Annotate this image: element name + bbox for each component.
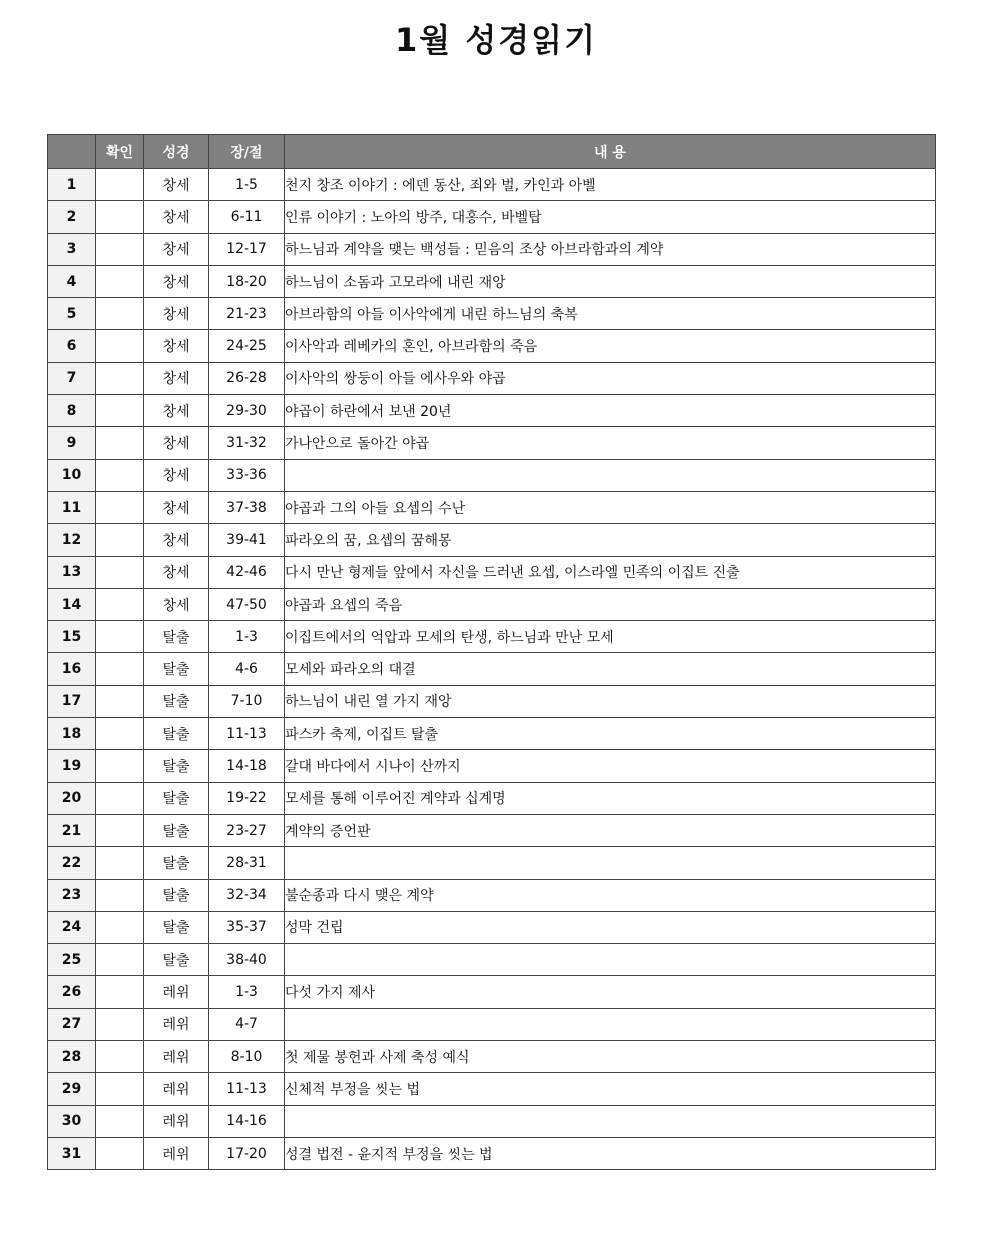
check-cell[interactable] xyxy=(96,201,144,233)
book-name: 창세 xyxy=(144,556,209,588)
check-cell[interactable] xyxy=(96,1105,144,1137)
reading-content: 인류 이야기 : 노아의 방주, 대홍수, 바벨탑 xyxy=(285,201,936,233)
header-book: 성경 xyxy=(144,135,209,169)
check-cell[interactable] xyxy=(96,459,144,491)
table-row xyxy=(48,685,936,717)
book-name: 레위 xyxy=(144,1105,209,1137)
reading-content: 모세와 파라오의 대결 xyxy=(285,653,936,685)
day-number: 14 xyxy=(48,588,96,620)
check-cell[interactable] xyxy=(96,298,144,330)
chapter-range: 38-40 xyxy=(209,944,285,976)
table-row xyxy=(48,1137,936,1169)
reading-content: 파라오의 꿈, 요셉의 꿈해몽 xyxy=(285,524,936,556)
check-cell[interactable] xyxy=(96,944,144,976)
chapter-range: 24-25 xyxy=(209,330,285,362)
book-name: 창세 xyxy=(144,362,209,394)
chapter-range: 11-13 xyxy=(209,1073,285,1105)
day-number: 15 xyxy=(48,621,96,653)
day-number: 19 xyxy=(48,750,96,782)
book-name: 레위 xyxy=(144,1041,209,1073)
day-number: 13 xyxy=(48,556,96,588)
day-number: 30 xyxy=(48,1105,96,1137)
check-cell[interactable] xyxy=(96,814,144,846)
chapter-range: 29-30 xyxy=(209,395,285,427)
check-cell[interactable] xyxy=(96,847,144,879)
table-row xyxy=(48,233,936,265)
check-cell[interactable] xyxy=(96,685,144,717)
day-number: 3 xyxy=(48,233,96,265)
table-row xyxy=(48,621,936,653)
table-row xyxy=(48,1041,936,1073)
book-name: 창세 xyxy=(144,524,209,556)
day-number: 28 xyxy=(48,1041,96,1073)
day-number: 4 xyxy=(48,265,96,297)
reading-content: 아브라함의 아들 이사악에게 내린 하느님의 축복 xyxy=(285,298,936,330)
table-row xyxy=(48,265,936,297)
check-cell[interactable] xyxy=(96,1073,144,1105)
check-cell[interactable] xyxy=(96,750,144,782)
reading-content: 야곱과 요셉의 죽음 xyxy=(285,588,936,620)
check-cell[interactable] xyxy=(96,879,144,911)
day-number: 2 xyxy=(48,201,96,233)
header-check: 확인 xyxy=(96,135,144,169)
table-body xyxy=(48,169,936,1170)
book-name: 창세 xyxy=(144,330,209,362)
table-header-row xyxy=(48,135,936,169)
reading-content: 이사악의 쌍둥이 아들 에사우와 야곱 xyxy=(285,362,936,394)
check-cell[interactable] xyxy=(96,1137,144,1169)
table-row xyxy=(48,330,936,362)
day-number: 11 xyxy=(48,491,96,523)
day-number: 25 xyxy=(48,944,96,976)
table-row xyxy=(48,718,936,750)
reading-content: 첫 제물 봉헌과 사제 축성 예식 xyxy=(285,1041,936,1073)
check-cell[interactable] xyxy=(96,621,144,653)
book-name: 창세 xyxy=(144,201,209,233)
reading-content: 천지 창조 이야기 : 에덴 동산, 죄와 벌, 카인과 아벨 xyxy=(285,169,936,201)
book-name: 탈출 xyxy=(144,621,209,653)
chapter-range: 1-3 xyxy=(209,621,285,653)
table-row xyxy=(48,427,936,459)
book-name: 창세 xyxy=(144,233,209,265)
day-number: 22 xyxy=(48,847,96,879)
book-name: 창세 xyxy=(144,169,209,201)
check-cell[interactable] xyxy=(96,169,144,201)
table-row xyxy=(48,1073,936,1105)
reading-content: 파스카 축제, 이집트 탈출 xyxy=(285,718,936,750)
book-name: 창세 xyxy=(144,427,209,459)
table-row xyxy=(48,524,936,556)
day-number: 12 xyxy=(48,524,96,556)
chapter-range: 14-16 xyxy=(209,1105,285,1137)
chapter-range: 17-20 xyxy=(209,1137,285,1169)
chapter-range: 35-37 xyxy=(209,911,285,943)
table-row xyxy=(48,588,936,620)
chapter-range: 18-20 xyxy=(209,265,285,297)
reading-content xyxy=(285,459,936,491)
book-name: 탈출 xyxy=(144,782,209,814)
check-cell[interactable] xyxy=(96,556,144,588)
check-cell[interactable] xyxy=(96,1008,144,1040)
reading-content: 신체적 부정을 씻는 법 xyxy=(285,1073,936,1105)
book-name: 창세 xyxy=(144,459,209,491)
book-name: 탈출 xyxy=(144,750,209,782)
reading-content: 다시 만난 형제들 앞에서 자신을 드러낸 요셉, 이스라엘 민족의 이집트 진출 xyxy=(285,556,936,588)
book-name: 레위 xyxy=(144,1008,209,1040)
chapter-range: 4-6 xyxy=(209,653,285,685)
table-row xyxy=(48,976,936,1008)
chapter-range: 6-11 xyxy=(209,201,285,233)
chapter-range: 42-46 xyxy=(209,556,285,588)
chapter-range: 1-3 xyxy=(209,976,285,1008)
chapter-range: 26-28 xyxy=(209,362,285,394)
reading-content: 이집트에서의 억압과 모세의 탄생, 하느님과 만난 모세 xyxy=(285,621,936,653)
check-cell[interactable] xyxy=(96,362,144,394)
chapter-range: 7-10 xyxy=(209,685,285,717)
book-name: 창세 xyxy=(144,491,209,523)
check-cell[interactable] xyxy=(96,491,144,523)
reading-content: 모세를 통해 이루어진 계약과 십계명 xyxy=(285,782,936,814)
book-name: 탈출 xyxy=(144,814,209,846)
check-cell[interactable] xyxy=(96,718,144,750)
table-row xyxy=(48,201,936,233)
check-cell[interactable] xyxy=(96,782,144,814)
book-name: 레위 xyxy=(144,1137,209,1169)
chapter-range: 1-5 xyxy=(209,169,285,201)
day-number: 7 xyxy=(48,362,96,394)
day-number: 21 xyxy=(48,814,96,846)
reading-content: 불순종과 다시 맺은 계약 xyxy=(285,879,936,911)
day-number: 23 xyxy=(48,879,96,911)
check-cell[interactable] xyxy=(96,653,144,685)
table-row xyxy=(48,362,936,394)
table-row xyxy=(48,782,936,814)
chapter-range: 12-17 xyxy=(209,233,285,265)
reading-content: 야곱과 그의 아들 요셉의 수난 xyxy=(285,491,936,523)
book-name: 탈출 xyxy=(144,653,209,685)
chapter-range: 37-38 xyxy=(209,491,285,523)
reading-content: 성막 건립 xyxy=(285,911,936,943)
day-number: 20 xyxy=(48,782,96,814)
day-number: 24 xyxy=(48,911,96,943)
table-row xyxy=(48,1008,936,1040)
day-number: 1 xyxy=(48,169,96,201)
reading-content: 갈대 바다에서 시나이 산까지 xyxy=(285,750,936,782)
table-row xyxy=(48,556,936,588)
day-number: 16 xyxy=(48,653,96,685)
day-number: 10 xyxy=(48,459,96,491)
reading-content: 성결 법전 - 윤지적 부정을 씻는 법 xyxy=(285,1137,936,1169)
chapter-range: 21-23 xyxy=(209,298,285,330)
book-name: 레위 xyxy=(144,1073,209,1105)
chapter-range: 11-13 xyxy=(209,718,285,750)
reading-content xyxy=(285,1008,936,1040)
book-name: 탈출 xyxy=(144,879,209,911)
table-row xyxy=(48,653,936,685)
day-number: 31 xyxy=(48,1137,96,1169)
book-name: 레위 xyxy=(144,976,209,1008)
check-cell[interactable] xyxy=(96,1041,144,1073)
chapter-range: 47-50 xyxy=(209,588,285,620)
check-cell[interactable] xyxy=(96,976,144,1008)
reading-content: 하느님과 계약을 맺는 백성들 : 믿음의 조상 아브라함과의 계약 xyxy=(285,233,936,265)
chapter-range: 19-22 xyxy=(209,782,285,814)
table-row xyxy=(48,944,936,976)
book-name: 창세 xyxy=(144,298,209,330)
check-cell[interactable] xyxy=(96,911,144,943)
check-cell[interactable] xyxy=(96,265,144,297)
day-number: 5 xyxy=(48,298,96,330)
book-name: 탈출 xyxy=(144,911,209,943)
reading-content: 다섯 가지 제사 xyxy=(285,976,936,1008)
header-content: 내 용 xyxy=(285,135,936,169)
day-number: 18 xyxy=(48,718,96,750)
table-row xyxy=(48,169,936,201)
chapter-range: 28-31 xyxy=(209,847,285,879)
book-name: 창세 xyxy=(144,265,209,297)
day-number: 17 xyxy=(48,685,96,717)
reading-content: 가나안으로 돌아간 야곱 xyxy=(285,427,936,459)
reading-content: 계약의 증언판 xyxy=(285,814,936,846)
table-row xyxy=(48,911,936,943)
page-title: 1월 성경읽기 xyxy=(395,21,597,59)
table-row xyxy=(48,750,936,782)
day-number: 26 xyxy=(48,976,96,1008)
check-cell[interactable] xyxy=(96,330,144,362)
check-cell[interactable] xyxy=(96,233,144,265)
chapter-range: 33-36 xyxy=(209,459,285,491)
book-name: 탈출 xyxy=(144,944,209,976)
check-cell[interactable] xyxy=(96,395,144,427)
book-name: 탈출 xyxy=(144,847,209,879)
chapter-range: 31-32 xyxy=(209,427,285,459)
table-row xyxy=(48,395,936,427)
reading-content: 하느님이 내린 열 가지 재앙 xyxy=(285,685,936,717)
reading-content: 야곱이 하란에서 보낸 20년 xyxy=(285,395,936,427)
chapter-range: 32-34 xyxy=(209,879,285,911)
reading-content xyxy=(285,847,936,879)
book-name: 창세 xyxy=(144,588,209,620)
check-cell[interactable] xyxy=(96,427,144,459)
table-row xyxy=(48,879,936,911)
day-number: 8 xyxy=(48,395,96,427)
table-row xyxy=(48,847,936,879)
reading-content: 이사악과 레베카의 혼인, 아브라함의 죽음 xyxy=(285,330,936,362)
chapter-range: 23-27 xyxy=(209,814,285,846)
chapter-range: 8-10 xyxy=(209,1041,285,1073)
reading-content: 하느님이 소돔과 고모라에 내린 재앙 xyxy=(285,265,936,297)
check-cell[interactable] xyxy=(96,524,144,556)
table-row xyxy=(48,491,936,523)
table-row xyxy=(48,814,936,846)
chapter-range: 14-18 xyxy=(209,750,285,782)
book-name: 탈출 xyxy=(144,685,209,717)
table-row xyxy=(48,459,936,491)
day-number: 27 xyxy=(48,1008,96,1040)
day-number: 9 xyxy=(48,427,96,459)
reading-content xyxy=(285,944,936,976)
book-name: 탈출 xyxy=(144,718,209,750)
header-num xyxy=(48,135,96,169)
check-cell[interactable] xyxy=(96,588,144,620)
table-row xyxy=(48,1105,936,1137)
reading-plan-table xyxy=(47,134,936,1170)
day-number: 6 xyxy=(48,330,96,362)
book-name: 창세 xyxy=(144,395,209,427)
chapter-range: 39-41 xyxy=(209,524,285,556)
header-chapter: 장/절 xyxy=(209,135,285,169)
table-row xyxy=(48,298,936,330)
reading-content xyxy=(285,1105,936,1137)
chapter-range: 4-7 xyxy=(209,1008,285,1040)
day-number: 29 xyxy=(48,1073,96,1105)
